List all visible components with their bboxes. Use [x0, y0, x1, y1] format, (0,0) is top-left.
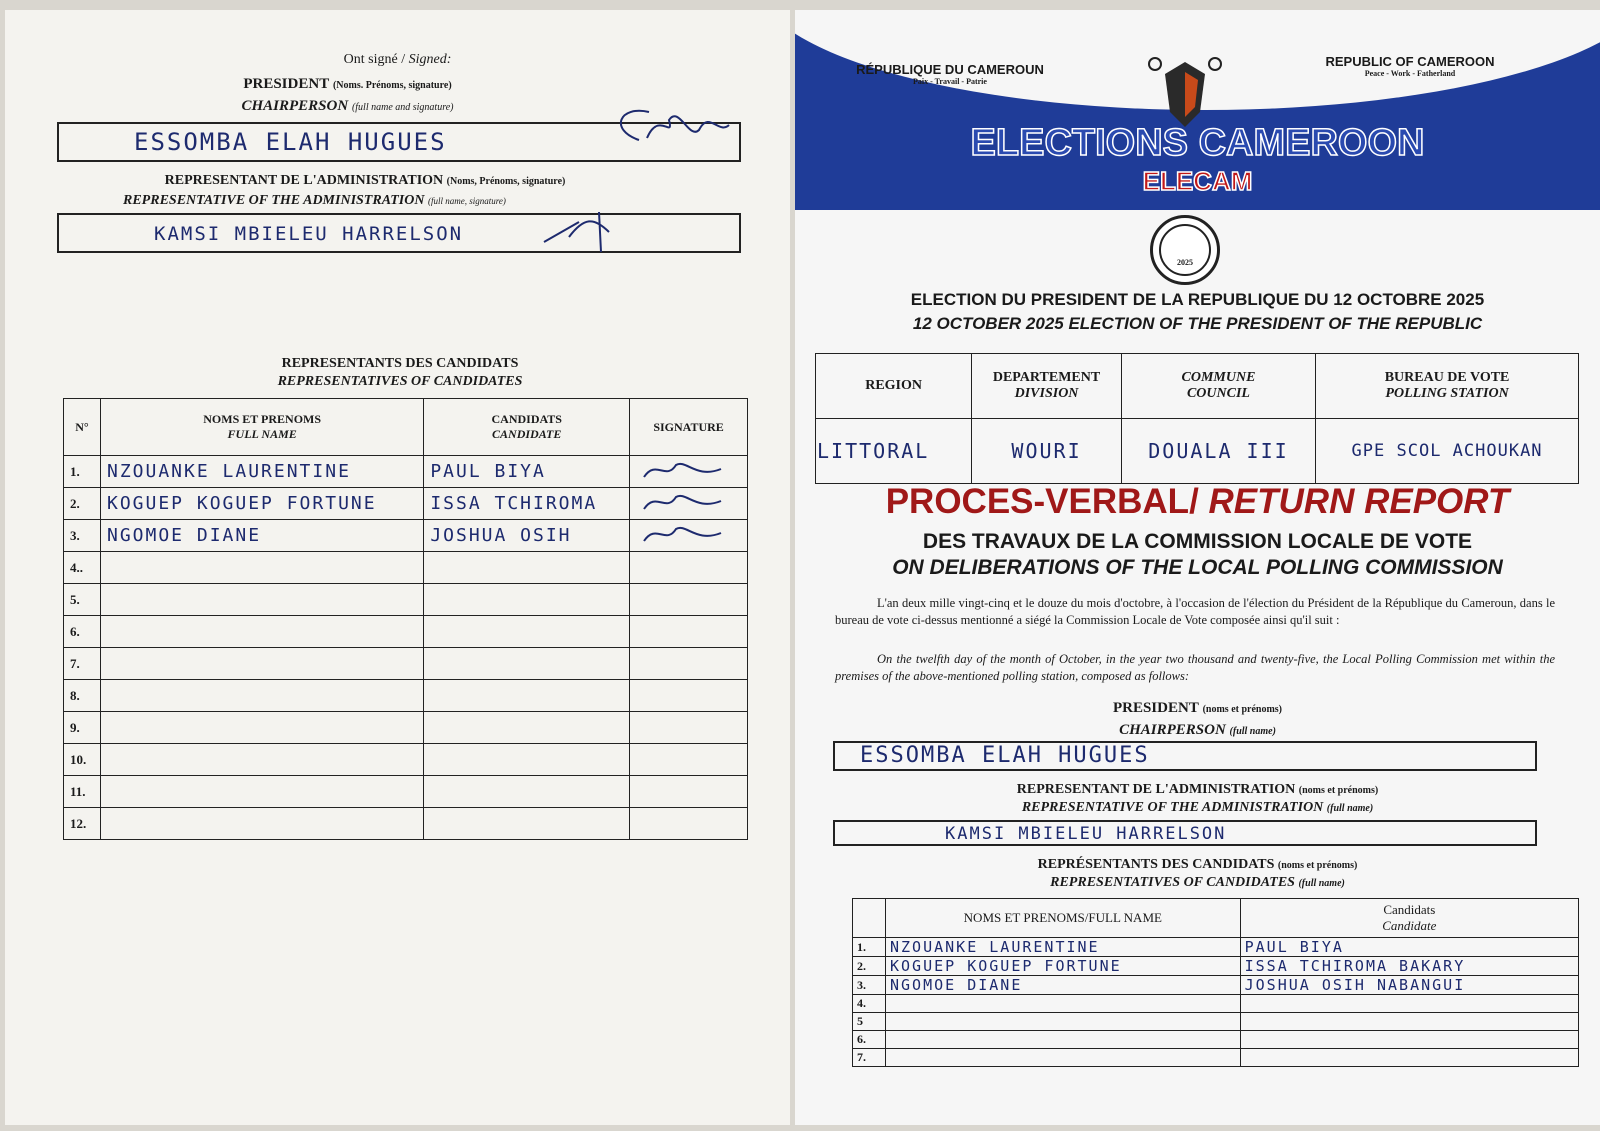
intro-paragraph-en: On the twelfth day of the month of October, in the year two thousand and twenty-five, the Local Polling Commission met within the premises of the above-mentioned polling station, composed as follows:	[835, 652, 1555, 683]
row-number: 4.	[853, 995, 886, 1013]
president-label-right: PRESIDENT (noms et prénoms)	[1112, 700, 1283, 716]
table-row	[853, 957, 1579, 976]
table-row	[853, 938, 1579, 957]
region-value[interactable]: LITTORAL	[816, 419, 972, 484]
president-signature-icon	[599, 100, 739, 166]
republic-en-block: REPUBLIC OF CAMEROON Peace - Work - Fatherland	[1325, 54, 1495, 78]
candidate-cell[interactable]	[1240, 1013, 1578, 1031]
signature-cell[interactable]	[630, 744, 748, 776]
candidate-cell[interactable]	[424, 712, 630, 744]
table-row	[64, 488, 748, 520]
table-row	[64, 648, 748, 680]
rep-name-cell[interactable]	[101, 680, 424, 712]
org-name: ELECTIONS CAMEROON	[970, 122, 1425, 164]
signature-icon	[636, 489, 726, 515]
subtitle-en: ON DELIBERATIONS OF THE LOCAL POLLING COMMISSION	[892, 556, 1503, 579]
president-label: PRESIDENT (Noms. Prénoms, signature)	[243, 76, 452, 92]
row-number: 10.	[64, 744, 101, 776]
division-value[interactable]: WOURI	[972, 419, 1122, 484]
signature-cell[interactable]	[630, 776, 748, 808]
candidate-cell[interactable]	[1240, 1031, 1578, 1049]
signature-cell[interactable]	[630, 712, 748, 744]
station-value[interactable]: GPE SCOL ACHOUKAN	[1316, 419, 1579, 484]
admin-rep-label-en: REPRESENTATIVE OF THE ADMINISTRATION (full name, signature)	[123, 193, 506, 208]
candidate-cell[interactable]: ISSA TCHIROMA BAKARY	[1240, 957, 1578, 976]
table-row	[853, 995, 1579, 1013]
rep-name-cell[interactable]: KOGUEP KOGUEP FORTUNE	[886, 957, 1241, 976]
rep-name-cell[interactable]	[886, 1013, 1241, 1031]
admin-rep-label: REPRESENTANT DE L'ADMINISTRATION (Noms, Prénoms, signature)	[164, 173, 566, 188]
rep-name-cell[interactable]: NZOUANKE LAURENTINE	[101, 456, 424, 488]
signature-cell[interactable]	[630, 488, 748, 520]
table-row	[64, 680, 748, 712]
row-number: 1.	[64, 456, 101, 488]
rep-name-cell[interactable]: NGOMOE DIANE	[101, 520, 424, 552]
candidate-cell[interactable]: ISSA TCHIROMA	[424, 488, 630, 520]
return-report-title: PROCES-VERBAL/ RETURN REPORT	[885, 482, 1510, 521]
row-number: 1.	[853, 938, 886, 957]
candidate-reps-table-left	[63, 398, 748, 840]
rep-name-cell[interactable]	[101, 776, 424, 808]
rep-name-cell[interactable]: NZOUANKE LAURENTINE	[886, 938, 1241, 957]
candidate-cell[interactable]	[424, 552, 630, 584]
rep-name-cell[interactable]	[101, 744, 424, 776]
row-number: 7.	[853, 1049, 886, 1067]
signature-cell[interactable]	[630, 616, 748, 648]
col-candidate: CANDIDATS CANDIDATE	[424, 399, 630, 456]
row-number: 9.	[64, 712, 101, 744]
table-row	[64, 712, 748, 744]
candidate-cell[interactable]: JOSHUA OSIH NABANGUI	[1240, 976, 1578, 995]
rep-name-cell[interactable]	[101, 808, 424, 840]
council-value[interactable]: DOUALA III	[1121, 419, 1315, 484]
table-row	[64, 552, 748, 584]
table-row	[64, 616, 748, 648]
row-number: 5.	[64, 584, 101, 616]
row-number: 2.	[64, 488, 101, 520]
table-row	[853, 976, 1579, 995]
signature-icon	[636, 457, 726, 483]
row-number: 3.	[853, 976, 886, 995]
header-division: DEPARTEMENT DIVISION	[972, 354, 1122, 419]
col-candidate-right: Candidats Candidate	[1240, 899, 1578, 938]
chairperson-label-right: CHAIRPERSON (full name)	[1119, 722, 1276, 738]
candidate-cell[interactable]	[424, 648, 630, 680]
rep-name-cell[interactable]	[886, 1049, 1241, 1067]
table-row	[64, 744, 748, 776]
row-number: 7.	[64, 648, 101, 680]
table-row	[64, 456, 748, 488]
candidate-cell[interactable]	[424, 744, 630, 776]
admin-signature-icon	[539, 207, 639, 257]
admin-rep-label-right: REPRESENTANT DE L'ADMINISTRATION (noms et prénoms)	[1016, 782, 1379, 797]
rep-name-cell[interactable]	[886, 1031, 1241, 1049]
signature-cell[interactable]	[630, 680, 748, 712]
chairperson-label: CHAIRPERSON (full name and signature)	[241, 98, 454, 114]
signed-heading: Ont signé / Signed:	[343, 52, 452, 67]
rep-name-cell[interactable]	[101, 712, 424, 744]
president-name: ESSOMBA ELAH HUGUES	[134, 128, 447, 156]
candidate-reps-table-right	[852, 898, 1579, 1067]
admin-name-box-right[interactable]	[833, 820, 1537, 846]
republic-fr-block: RÉPUBLIQUE DU CAMEROUN Paix - Travail - Patrie	[856, 62, 1044, 86]
signature-cell[interactable]	[630, 456, 748, 488]
candidate-cell[interactable]: PAUL BIYA	[424, 456, 630, 488]
candidate-cell[interactable]	[424, 680, 630, 712]
row-number: 12.	[64, 808, 101, 840]
election-title-fr: ELECTION DU PRESIDENT DE LA REPUBLIQUE DU 12 OCTOBRE 2025	[910, 290, 1485, 309]
signature-cell[interactable]	[630, 648, 748, 680]
table-row	[64, 520, 748, 552]
admin-rep-label-en-right: REPRESENTATIVE OF THE ADMINISTRATION (full name)	[1021, 800, 1374, 815]
row-number: 6.	[853, 1031, 886, 1049]
table-row	[64, 584, 748, 616]
rep-name-cell[interactable]: KOGUEP KOGUEP FORTUNE	[101, 488, 424, 520]
table-row	[853, 1049, 1579, 1067]
intro-paragraph-fr: L'an deux mille vingt-cinq et le douze du mois d'octobre, à l'occasion de l'élection du Président de la République du Cameroun, dans le bureau de vote ci-dessus mentionné a siégé la Commission Locale de Vote composée ainsi qu'il suit :	[835, 596, 1555, 627]
row-number: 2.	[853, 957, 886, 976]
left-page	[5, 10, 790, 1125]
coat-of-arms-icon	[1140, 52, 1230, 132]
row-number: 11.	[64, 776, 101, 808]
rep-name-cell[interactable]	[101, 648, 424, 680]
rep-name-cell[interactable]: NGOMOE DIANE	[886, 976, 1241, 995]
org-abbr: ELECAM	[1142, 166, 1253, 196]
row-number: 5	[853, 1013, 886, 1031]
admin-name-box[interactable]	[57, 213, 741, 253]
candidate-cell[interactable]	[424, 616, 630, 648]
elecam-seal-icon: 2025	[1150, 215, 1220, 285]
rep-name-cell[interactable]	[886, 995, 1241, 1013]
row-number: 8.	[64, 680, 101, 712]
cand-reps-label: REPRESENTANTS DES CANDIDATS	[281, 356, 519, 371]
col-num-right	[853, 899, 886, 938]
row-number: 6.	[64, 616, 101, 648]
president-name-right: ESSOMBA ELAH HUGUES	[860, 743, 1150, 768]
president-name-box-right[interactable]	[833, 741, 1537, 771]
candidate-cell[interactable]	[1240, 995, 1578, 1013]
subtitle-fr: DES TRAVAUX DE LA COMMISSION LOCALE DE VOTE	[922, 530, 1473, 553]
cand-reps-label-en: REPRESENTATIVES OF CANDIDATES	[277, 374, 523, 389]
admin-name-right: KAMSI MBIELEU HARRELSON	[945, 824, 1227, 844]
admin-name: KAMSI MBIELEU HARRELSON	[154, 223, 464, 245]
candidate-cell[interactable]	[424, 776, 630, 808]
col-name: NOMS ET PRENOMS FULL NAME	[101, 399, 424, 456]
candidate-cell[interactable]	[1240, 1049, 1578, 1067]
location-info-table	[815, 353, 1579, 484]
rep-name-cell[interactable]	[101, 616, 424, 648]
row-number: 3.	[64, 520, 101, 552]
signature-icon	[636, 521, 726, 547]
table-row	[853, 1031, 1579, 1049]
election-title-en: 12 OCTOBER 2025 ELECTION OF THE PRESIDENT OF THE REPUBLIC	[912, 314, 1483, 333]
candidate-cell[interactable]: JOSHUA OSIH	[424, 520, 630, 552]
signature-cell[interactable]	[630, 584, 748, 616]
table-row	[853, 1013, 1579, 1031]
right-page	[795, 10, 1600, 1125]
header-station: BUREAU DE VOTE POLLING STATION	[1316, 354, 1579, 419]
col-name-right: NOMS ET PRENOMS/FULL NAME	[886, 899, 1241, 938]
cand-reps-label-right: REPRÉSENTANTS DES CANDIDATS (noms et prénoms)	[1037, 857, 1358, 872]
header-region: REGION	[816, 354, 972, 419]
signature-cell[interactable]	[630, 808, 748, 840]
rep-name-cell[interactable]	[101, 552, 424, 584]
candidate-cell[interactable]: PAUL BIYA	[1240, 938, 1578, 957]
cand-reps-label-en-right: REPRESENTATIVES OF CANDIDATES (full name)	[1050, 875, 1345, 890]
row-number: 4..	[64, 552, 101, 584]
header-council: COMMUNE COUNCIL	[1121, 354, 1315, 419]
signature-cell[interactable]	[630, 552, 748, 584]
signature-cell[interactable]	[630, 520, 748, 552]
candidate-cell[interactable]	[424, 808, 630, 840]
president-name-box[interactable]	[57, 122, 741, 162]
col-num: N°	[64, 399, 101, 456]
table-row	[64, 776, 748, 808]
rep-name-cell[interactable]	[101, 584, 424, 616]
candidate-cell[interactable]	[424, 584, 630, 616]
col-signature: SIGNATURE	[630, 399, 748, 456]
table-row	[64, 808, 748, 840]
